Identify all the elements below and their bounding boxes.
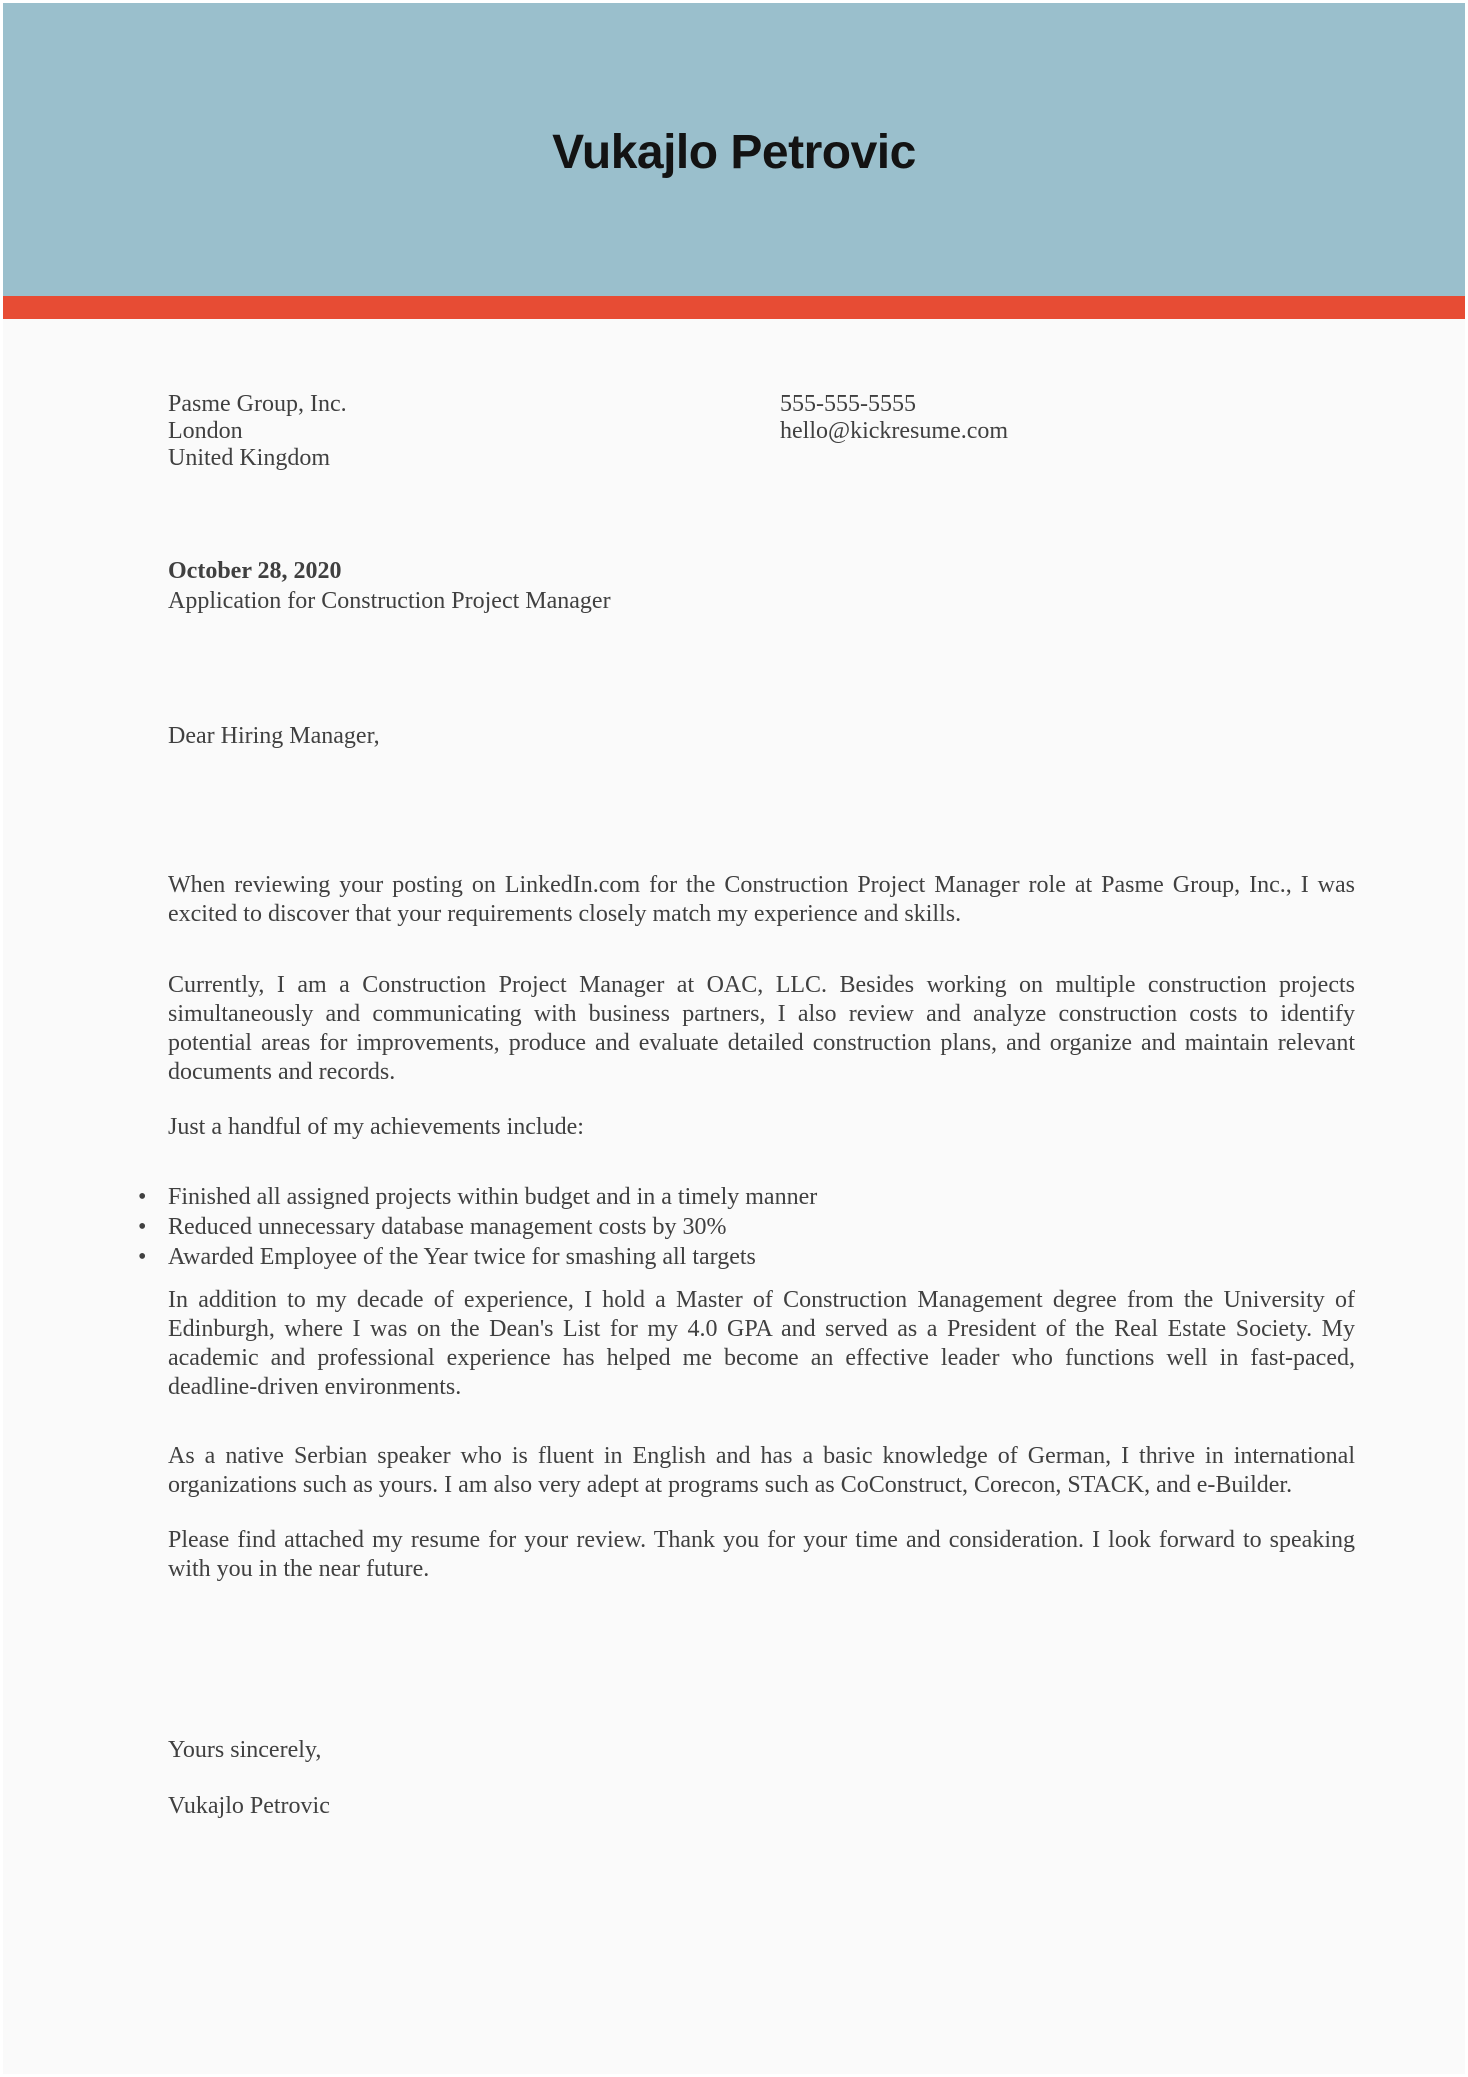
paragraph-education: In addition to my decade of experience, I hold a Master of Construction Management degree from the University of Edinburgh, where I was on the Dean's List for my 4.0 GPA and served as a President of the Real Estate Society. My academic and professional experience has helped me become an effective leader who functions well in fast-paced, deadline-driven environments. [168, 1287, 1355, 1400]
list-item: • Finished all assigned projects within budget and in a timely manner [168, 1182, 1355, 1212]
date-subject-block [168, 556, 1355, 616]
paragraph-closing: Please find attached my resume for your review. Thank you for your time and consideration. I look forward to speaking with you in the near future. [168, 1527, 1355, 1582]
accent-divider-bar [3, 296, 1465, 319]
achievements-intro: Just a handful of my achievements include: [168, 1114, 584, 1140]
valediction: Yours sincerely, [168, 1737, 322, 1763]
paragraph-current-role: Currently, I am a Construction Project Manager at OAC, LLC. Besides working on multiple construction projects simultaneously and communicating with business partners, I also review and analyze construction costs to identify potential areas for improvements, produce and evaluate detailed construction plans, and organize and maintain relevant documents and records. [168, 972, 1355, 1085]
sender-email: hello@kickresume.com [780, 418, 1009, 444]
applicant-name-title: Vukajlo Petrovic [552, 126, 916, 179]
recipient-country: United Kingdom [168, 445, 330, 471]
paragraph-introduction: When reviewing your posting on LinkedIn.com for the Construction Project Manager role at Pasme Group, Inc., I was excited to discover that your requirements closely match my experience and skills. [168, 872, 1355, 927]
sender-contact-block [780, 391, 1008, 445]
recipient-address-block [168, 391, 1355, 472]
signature-name: Vukajlo Petrovic [168, 1793, 330, 1819]
letter-date: October 28, 2020 [168, 558, 342, 584]
achievements-list [168, 1182, 1355, 1272]
letter-header [3, 3, 1465, 296]
salutation: Dear Hiring Manager, [168, 723, 380, 749]
letter-subject: Application for Construction Project Manager [168, 588, 611, 614]
list-item: • Awarded Employee of the Year twice for smashing all targets [168, 1242, 1355, 1272]
contact-section [168, 391, 1355, 472]
letter-body [3, 319, 1465, 1821]
paragraph-languages-skills: As a native Serbian speaker who is fluent in English and has a basic knowledge of German, I thrive in international organizations such as yours. I am also very adept at programs such as CoConstruct, Corecon, STACK, and e-Builder. [168, 1443, 1355, 1498]
recipient-company: Pasme Group, Inc. [168, 391, 347, 417]
list-item: • Reduced unnecessary database management costs by 30% [168, 1212, 1355, 1242]
sender-phone: 555-555-5555 [780, 391, 916, 417]
recipient-city: London [168, 418, 243, 444]
